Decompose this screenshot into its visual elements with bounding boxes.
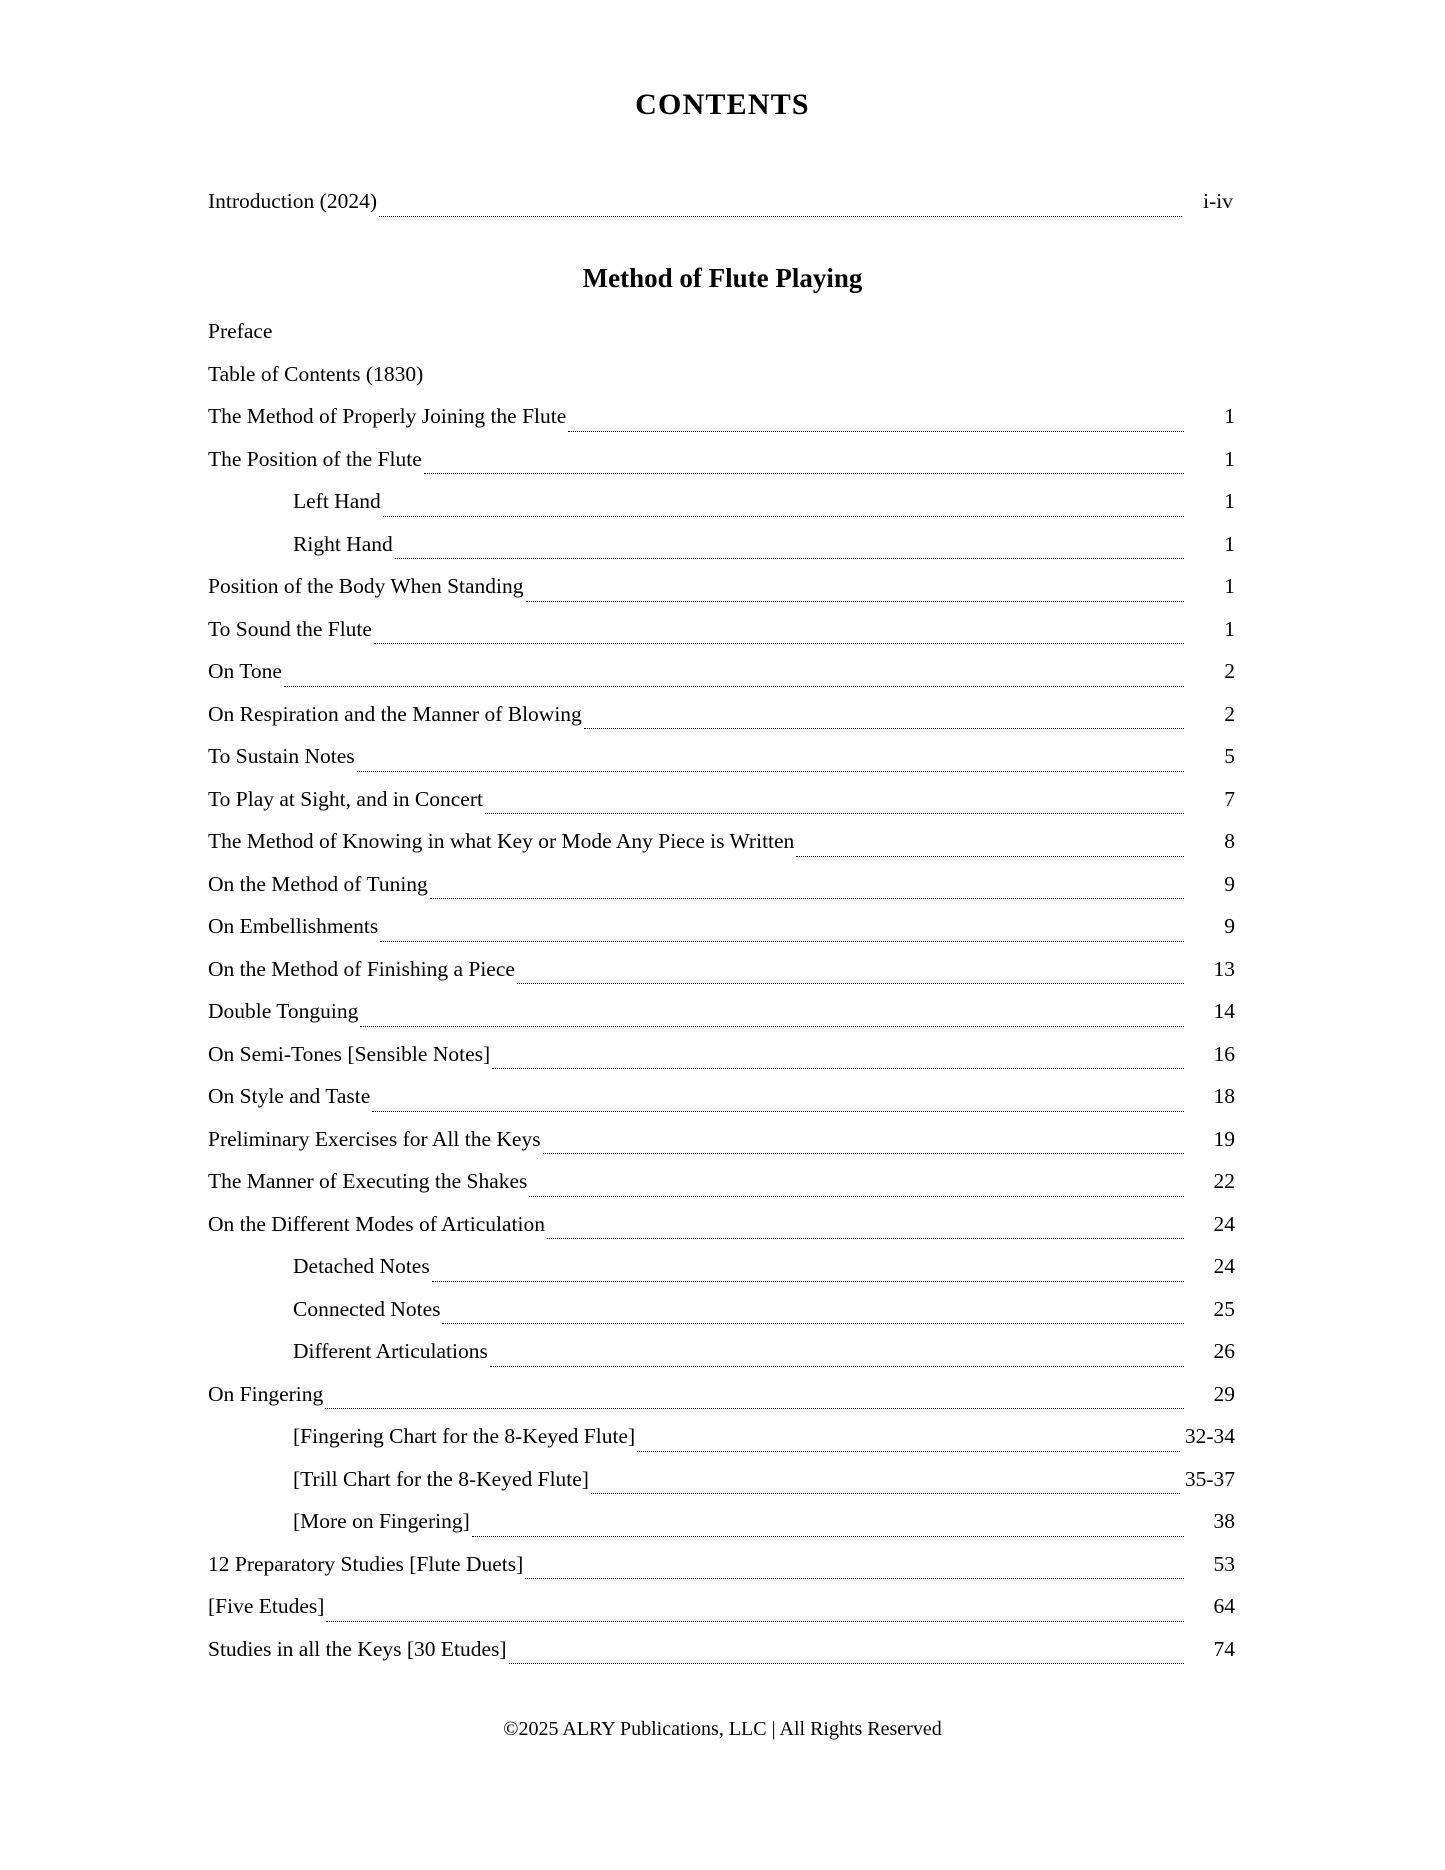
leader-dots	[490, 1365, 1184, 1367]
toc-entry-page: i-iv	[1203, 189, 1233, 213]
toc-entry-page: 18	[1213, 1084, 1235, 1108]
toc-entry-page: 1	[1224, 531, 1235, 556]
toc-entry-label-wrap	[208, 1415, 635, 1458]
toc-entry-label-wrap	[208, 438, 422, 481]
leader-dots	[374, 642, 1184, 644]
toc-row	[208, 438, 1235, 481]
toc-entry-page: 1	[1224, 616, 1235, 641]
toc-entry-label-wrap	[208, 1245, 430, 1288]
toc-entry-page: 24	[1213, 1254, 1235, 1278]
toc-entry-label: 12 Preparatory Studies [Flute Duets]	[208, 1551, 524, 1576]
toc-row	[208, 778, 1235, 821]
footer-copyright: ©2025 ALRY Publications, LLC | All Rights Reserved	[503, 1718, 942, 1740]
toc-entry-label: To Sustain Notes	[208, 744, 355, 768]
toc-entry-page: 8	[1224, 829, 1235, 853]
toc-row	[208, 1075, 1235, 1118]
toc-entry-page: 13	[1213, 956, 1235, 981]
toc-entry-page: 29	[1213, 1381, 1235, 1406]
page-title: CONTENTS	[635, 88, 810, 121]
toc-entry-label-wrap	[208, 1585, 324, 1628]
toc-entry-label: [Fingering Chart for the 8-Keyed Flute]	[293, 1424, 636, 1448]
toc-row	[208, 1330, 1235, 1373]
toc-entry-label-wrap	[208, 565, 524, 608]
toc-entry-label: [More on Fingering]	[293, 1509, 470, 1533]
leader-dots	[360, 1025, 1184, 1027]
toc-entry-page: 19	[1213, 1126, 1235, 1151]
leader-dots	[472, 1535, 1184, 1537]
toc-row	[208, 735, 1235, 778]
toc-entry-page: 22	[1213, 1169, 1235, 1193]
toc-entry-label: Detached Notes	[293, 1254, 430, 1278]
toc-entry-page: 25	[1213, 1296, 1235, 1321]
toc-row	[208, 395, 1235, 438]
toc-row	[208, 1543, 1235, 1586]
toc-entry-page: 14	[1213, 999, 1235, 1023]
toc-entry-page: 1	[1224, 446, 1235, 471]
toc-entry-label: On Semi-Tones [Sensible Notes]	[208, 1041, 491, 1066]
toc-row	[208, 1245, 1235, 1288]
toc-entry-label: To Sound the Flute	[208, 616, 372, 641]
toc-entry-page: 16	[1213, 1041, 1235, 1066]
toc-entry-label: Preliminary Exercises for All the Keys	[208, 1126, 541, 1151]
toc-entry-page: 35-37	[1184, 1466, 1235, 1491]
toc-row	[208, 1500, 1235, 1543]
toc-entry-label-wrap	[208, 693, 582, 736]
toc-entry-label-wrap	[208, 1543, 523, 1586]
toc-entry-label-wrap	[208, 1288, 440, 1331]
toc-entry-page: 7	[1224, 786, 1235, 811]
table-of-contents-list	[208, 310, 1235, 1670]
toc-entry-introduction	[208, 180, 1233, 223]
leader-dots	[637, 1450, 1180, 1452]
toc-entry-label: On Style and Taste	[208, 1084, 371, 1108]
toc-row	[208, 1033, 1235, 1076]
toc-entry-label-wrap	[208, 1160, 527, 1203]
toc-entry-label-wrap	[208, 1203, 545, 1246]
leader-dots	[485, 812, 1184, 814]
toc-entry-label: On the Method of Tuning	[208, 871, 428, 896]
leader-dots	[430, 897, 1184, 899]
leader-dots	[591, 1492, 1180, 1494]
toc-row	[208, 1203, 1235, 1246]
leader-dots	[525, 1577, 1184, 1579]
toc-entry-label-wrap	[208, 948, 515, 991]
toc-entry-label: Connected Notes	[293, 1296, 441, 1321]
toc-row	[208, 948, 1235, 991]
leader-dots	[325, 1407, 1184, 1409]
leader-dots	[442, 1322, 1184, 1324]
toc-entry-label-wrap	[208, 650, 282, 693]
section-heading: Method of Flute Playing	[582, 263, 863, 293]
toc-entry-label-wrap	[208, 523, 393, 566]
toc-entry-page: 1	[1224, 574, 1235, 598]
toc-entry-page: 1	[1224, 404, 1235, 428]
toc-row	[208, 523, 1235, 566]
toc-row	[208, 1628, 1235, 1671]
toc-entry-page: 9	[1224, 914, 1235, 938]
toc-entry-label: Introduction (2024)	[208, 189, 377, 213]
toc-row	[208, 1118, 1235, 1161]
toc-row	[208, 480, 1235, 523]
toc-entry-label-wrap	[208, 1033, 490, 1076]
toc-entry-label: [Trill Chart for the 8-Keyed Flute]	[293, 1466, 589, 1491]
toc-entry-page: 2	[1224, 701, 1235, 726]
toc-row	[208, 905, 1235, 948]
toc-entry-label: On Embellishments	[208, 914, 379, 938]
toc-entry-label: On Fingering	[208, 1381, 324, 1406]
toc-entry-label-wrap	[208, 863, 428, 906]
toc-entry-label-wrap	[208, 1075, 370, 1118]
leader-dots	[547, 1237, 1184, 1239]
toc-entry-label: Position of the Body When Standing	[208, 574, 524, 598]
toc-entry-label: Preface	[208, 319, 273, 343]
leader-dots	[425, 388, 1184, 389]
toc-entry-label: Right Hand	[293, 531, 393, 556]
toc-row	[208, 353, 1235, 396]
leader-dots	[284, 685, 1184, 687]
toc-row	[208, 990, 1235, 1033]
toc-row	[208, 1458, 1235, 1501]
toc-entry-label-wrap	[208, 735, 355, 778]
leader-dots	[492, 1067, 1184, 1069]
toc-entry-label: [Five Etudes]	[208, 1594, 325, 1618]
toc-entry-label-wrap	[208, 990, 358, 1033]
toc-entry-label: Different Articulations	[293, 1339, 488, 1363]
leader-dots	[383, 515, 1184, 517]
leader-dots	[380, 940, 1184, 942]
toc-entry-label-wrap	[208, 353, 423, 396]
toc-entry-label-wrap	[208, 1458, 589, 1501]
toc-entry-page: 74	[1213, 1636, 1235, 1661]
toc-row	[208, 1288, 1235, 1331]
leader-dots	[526, 600, 1184, 602]
toc-entry-label: The Position of the Flute	[208, 446, 422, 471]
toc-entry-page: 53	[1213, 1551, 1235, 1576]
toc-row	[208, 1415, 1235, 1458]
toc-entry-label-wrap	[208, 608, 372, 651]
leader-dots	[509, 1662, 1184, 1664]
toc-row	[208, 1585, 1235, 1628]
leader-dots	[517, 982, 1184, 984]
toc-row	[208, 820, 1235, 863]
toc-entry-label: Left Hand	[293, 489, 381, 513]
leader-dots	[379, 215, 1182, 217]
toc-entry-label-wrap	[208, 1118, 541, 1161]
toc-entry-page: 2	[1224, 659, 1235, 683]
toc-entry-page: 5	[1224, 744, 1235, 768]
toc-entry-page: 9	[1224, 871, 1235, 896]
toc-entry-label-wrap	[208, 778, 483, 821]
toc-entry-page: 26	[1213, 1339, 1235, 1363]
toc-entry-label: On Tone	[208, 659, 282, 683]
toc-entry-page: 24	[1213, 1211, 1235, 1236]
toc-entry-label: Studies in all the Keys [30 Etudes]	[208, 1636, 507, 1661]
toc-entry-label-wrap	[208, 820, 794, 863]
toc-row	[208, 650, 1235, 693]
toc-row	[208, 1160, 1235, 1203]
toc-entry-label: On Respiration and the Manner of Blowing	[208, 701, 582, 726]
toc-entry-label: The Method of Knowing in what Key or Mode Any Piece is Written	[208, 829, 795, 853]
leader-dots	[326, 1620, 1184, 1622]
toc-entry-label: The Manner of Executing the Shakes	[208, 1169, 528, 1193]
leader-dots	[432, 1280, 1184, 1282]
leader-dots	[424, 472, 1184, 474]
toc-entry-label: Double Tonguing	[208, 999, 359, 1023]
toc-entry-page: 1	[1224, 489, 1235, 513]
toc-entry-label: Table of Contents (1830)	[208, 361, 424, 386]
toc-entry-label-wrap	[208, 1330, 488, 1373]
toc-entry-label: To Play at Sight, and in Concert	[208, 786, 483, 811]
toc-row	[208, 608, 1235, 651]
toc-entry-label-wrap	[208, 905, 378, 948]
toc-row	[208, 693, 1235, 736]
toc-row	[208, 863, 1235, 906]
leader-dots	[274, 346, 1184, 347]
toc-entry-page: 38	[1213, 1509, 1235, 1533]
toc-entry-label: On the Method of Finishing a Piece	[208, 956, 515, 981]
toc-entry-label-wrap	[208, 1373, 323, 1416]
leader-dots	[529, 1195, 1184, 1197]
toc-entry-label-wrap	[208, 310, 272, 353]
leader-dots	[543, 1152, 1184, 1154]
leader-dots	[796, 855, 1184, 857]
leader-dots	[372, 1110, 1184, 1112]
leader-dots	[584, 727, 1184, 729]
toc-row	[208, 1373, 1235, 1416]
toc-entry-label: The Method of Properly Joining the Flute	[208, 404, 567, 428]
toc-entry-label-wrap	[208, 1500, 470, 1543]
toc-entry-label: On the Different Modes of Articulation	[208, 1211, 545, 1236]
toc-entry-page: 32-34	[1184, 1424, 1235, 1448]
leader-dots	[395, 557, 1184, 559]
toc-entry-label-wrap	[208, 1628, 507, 1671]
toc-entry-label-wrap	[208, 480, 381, 523]
leader-dots	[357, 770, 1184, 772]
toc-entry-page: 64	[1213, 1594, 1235, 1618]
toc-entry-label-wrap	[208, 395, 566, 438]
leader-dots	[568, 430, 1184, 432]
toc-row	[208, 565, 1235, 608]
toc-row	[208, 310, 1235, 353]
